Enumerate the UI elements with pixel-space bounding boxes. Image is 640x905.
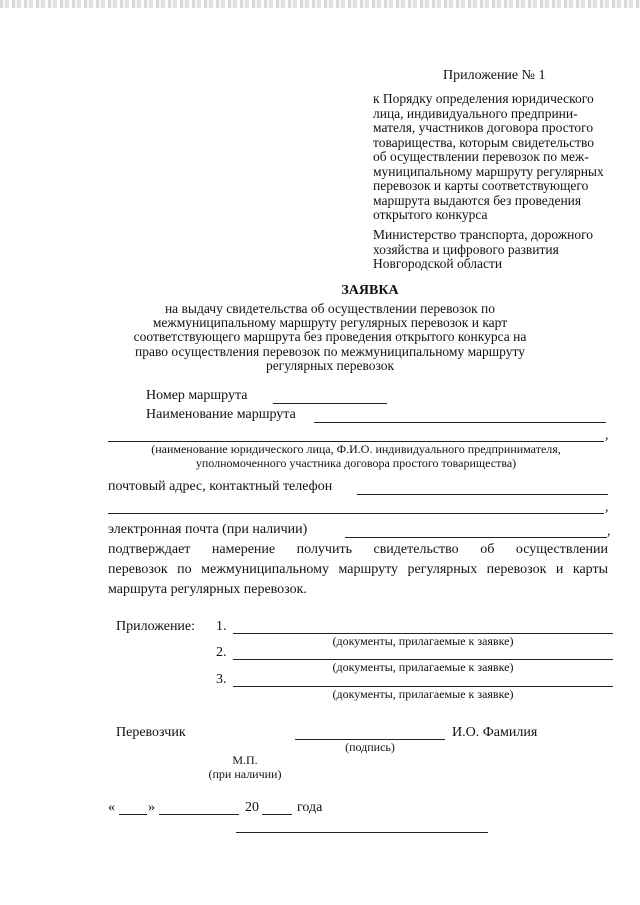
- stamp-hint: (при наличии): [208, 767, 282, 781]
- addressee-line: Новгородской области: [373, 256, 503, 271]
- confirmation-line-3: маршрута регулярных перевозок.: [108, 582, 307, 597]
- route-number-label: Номер маршрута: [146, 388, 248, 403]
- date-year-suffix: года: [297, 800, 323, 815]
- applicant-comma: ,: [605, 428, 609, 443]
- subtitle-line: межмуниципальному маршруту регулярных перевозок и карт: [152, 315, 508, 331]
- route-name-label: Наименование маршрута: [146, 407, 296, 422]
- postal-field[interactable]: [357, 494, 608, 495]
- applicant-hint-2: уполномоченного участника договора простого товарищества): [195, 456, 517, 470]
- appendix-reference-line: лица, индивидуального предприни-: [373, 105, 578, 121]
- attachments-label: Приложение:: [116, 619, 196, 634]
- postal-comma: ,: [605, 500, 609, 515]
- date-year-field[interactable]: [262, 814, 292, 815]
- stamp-label: М.П.: [232, 753, 258, 767]
- attachment-hint-3: (документы, прилагаемые к заявке): [332, 687, 514, 701]
- date-open-quote: «: [108, 800, 115, 815]
- appendix-reference-line: перевозок и карты соответствующего: [373, 178, 589, 193]
- appendix-reference-line: муниципальному маршруту регулярных: [373, 163, 604, 179]
- attachment-hint-1: (документы, прилагаемые к заявке): [332, 634, 514, 648]
- date-year-prefix: 20: [245, 800, 259, 815]
- email-field[interactable]: [345, 537, 607, 538]
- confirmation-line-1: подтверждает намерение получить свидетельство об осуществлении: [108, 542, 608, 557]
- attachment-hint-2: (документы, прилагаемые к заявке): [332, 660, 514, 674]
- applicant-hint-1: (наименование юридического лица, Ф.И.О. индивидуального предпринимателя,: [151, 442, 561, 456]
- appendix-reference-line: к Порядку определения юридического: [373, 91, 594, 106]
- addressee-block: [373, 228, 633, 272]
- attachment-number-3: 3.: [216, 672, 227, 687]
- appendix-reference-line: маршрута выдаются без проведения: [373, 192, 582, 208]
- appendix-reference: [373, 92, 633, 223]
- addressee-line: хозяйства и цифрового развития: [373, 241, 559, 257]
- email-label: электронная почта (при наличии): [108, 522, 308, 537]
- document-subtitle: [100, 302, 560, 373]
- signature-hint: (подпись): [345, 740, 395, 754]
- route-number-field[interactable]: [273, 403, 387, 404]
- bottom-separator: [236, 832, 488, 833]
- carrier-label: Перевозчик: [116, 725, 186, 740]
- document-title: ЗАЯВКА: [341, 283, 399, 298]
- postal-label: почтовый адрес, контактный телефон: [108, 479, 333, 494]
- subtitle-line: на выдачу свидетельства об осуществлении перевозок по: [164, 301, 496, 316]
- addressee-line: Министерство транспорта, дорожного: [373, 227, 594, 242]
- date-day-field[interactable]: [119, 814, 147, 815]
- subtitle-line: соответствующего маршрута без проведения открытого конкурса на: [133, 329, 527, 345]
- scan-edge-artifact: [0, 0, 640, 8]
- appendix-reference-line: об осуществлении перевозок по меж-: [373, 149, 589, 164]
- subtitle-line: регулярных перевозок: [265, 357, 395, 373]
- appendix-reference-line: открытого конкурса: [373, 207, 488, 222]
- attachment-number-2: 2.: [216, 645, 227, 660]
- appendix-title: Приложение № 1: [443, 68, 546, 83]
- confirmation-line-2: перевозок по межмуниципальному маршруту регулярных перевозок и карты: [108, 562, 608, 577]
- date-month-field[interactable]: [159, 814, 239, 815]
- name-placeholder: И.О. Фамилия: [452, 725, 538, 740]
- postal-field-continued[interactable]: [108, 513, 604, 514]
- route-name-field[interactable]: [314, 422, 606, 423]
- date-close-quote: »: [148, 800, 155, 815]
- appendix-reference-line: товарищества, которым свидетельство: [373, 134, 595, 150]
- attachment-number-1: 1.: [216, 619, 227, 634]
- appendix-reference-line: мателя, участников договора простого: [373, 120, 594, 135]
- email-comma: ,: [607, 524, 611, 539]
- subtitle-line: право осуществления перевозок по межмуниципальному маршруту: [135, 343, 525, 359]
